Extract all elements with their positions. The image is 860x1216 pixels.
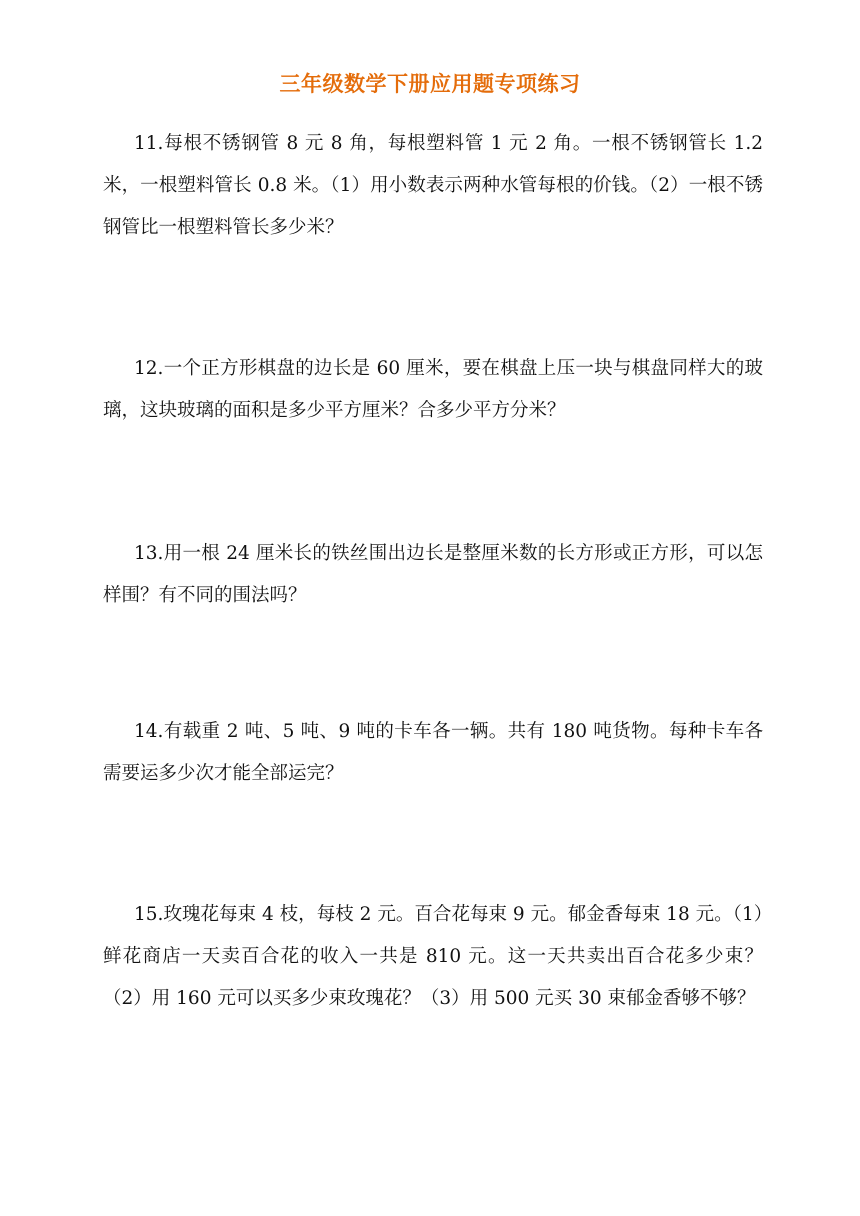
question-number: 14. xyxy=(134,721,164,742)
question-text: 有载重 2 吨、5 吨、9 吨的卡车各一辆。共有 180 吨货物。每种卡车各需要运多少次才能全部运完？ xyxy=(103,721,763,784)
question-13 xyxy=(103,533,763,617)
question-11 xyxy=(103,123,763,249)
question-text: 用一根 24 厘米长的铁丝围出边长是整厘米数的长方形或正方形，可以怎样围？有不同的围法吗？ xyxy=(103,543,763,606)
question-12 xyxy=(103,348,763,432)
question-number: 15. xyxy=(134,904,164,925)
question-15 xyxy=(103,894,763,1020)
question-text: 每根不锈钢管 8 元 8 角，每根塑料管 1 元 2 角。一根不锈钢管长 1.2 米，一根塑料管长 0.8 米。（1）用小数表示两种水管每根的价钱。（2）一根不锈钢管比一根塑料管长多少米？ xyxy=(103,133,763,238)
question-14 xyxy=(103,711,763,795)
question-number: 12. xyxy=(134,358,164,379)
question-text: 玫瑰花每束 4 枝，每枝 2 元。百合花每束 9 元。郁金香每束 18 元。（1）鲜花商店一天卖百合花的收入一共是 810 元。这一天共卖出百合花多少束？（2）用 160 元可以买多少束玫瑰花？（3）用 500 元买 30 束郁金香够不够？ xyxy=(103,904,763,1009)
page-title: 三年级数学下册应用题专项练习 xyxy=(279,72,581,96)
question-text: 一个正方形棋盘的边长是 60 厘米，要在棋盘上压一块与棋盘同样大的玻璃，这块玻璃的面积是多少平方厘米？合多少平方分米？ xyxy=(103,358,763,421)
question-number: 13. xyxy=(134,543,164,564)
question-number: 11. xyxy=(134,133,164,154)
